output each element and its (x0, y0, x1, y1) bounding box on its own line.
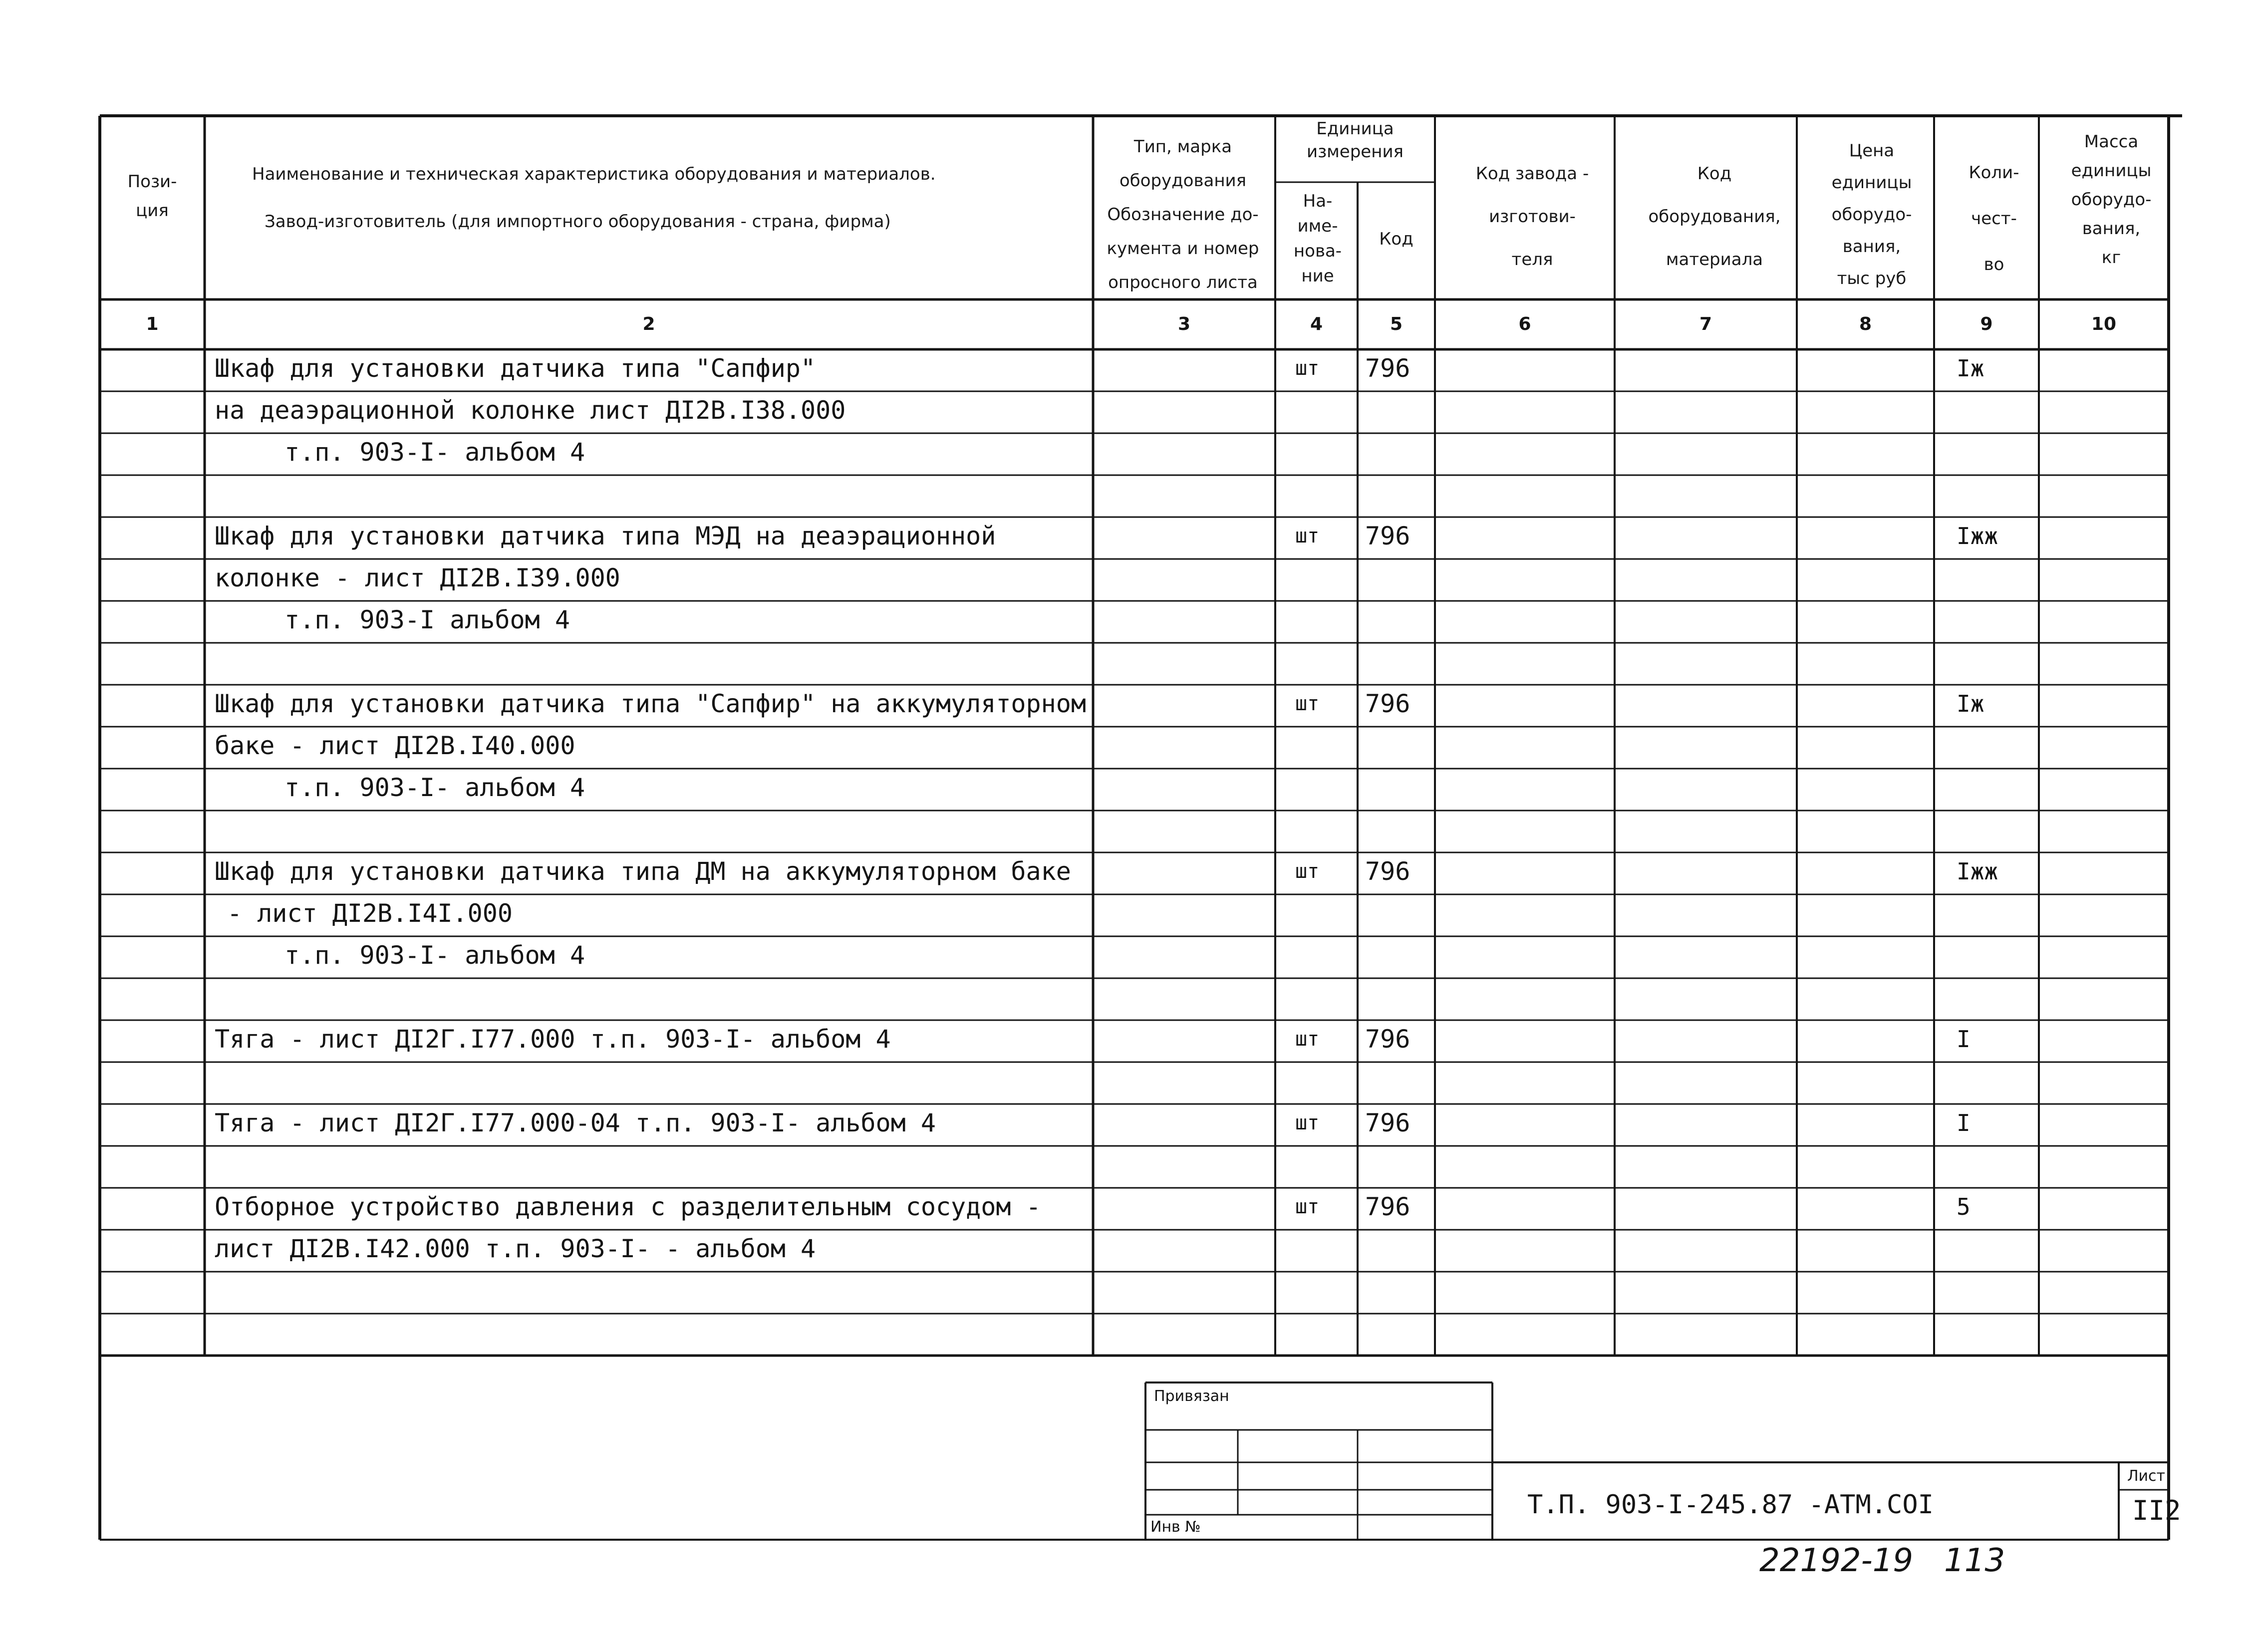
item-code: 796 (1365, 1108, 1410, 1137)
column-number-6: 6 (1518, 314, 1531, 334)
item-code: 796 (1365, 522, 1410, 551)
column-number-5: 5 (1390, 314, 1403, 334)
item-name: баке - лист ДI2В.I40.000 (215, 731, 575, 760)
column-number-1: 1 (146, 314, 159, 334)
item-unit: шт (1295, 1111, 1320, 1134)
header-equipment-code: Код оборудования, материала (1648, 164, 1781, 270)
item-unit: шт (1295, 692, 1320, 715)
page-stamp: 113 (1944, 1542, 2005, 1579)
header-quantity: Коли- чест- во (1969, 163, 2019, 275)
item-name: Тяга - лист ДI2Г.I77.000-04 т.п. 903-I- альбом 4 (215, 1108, 936, 1137)
item-code: 796 (1365, 857, 1410, 886)
sheet-number: II2 (2132, 1495, 2181, 1526)
item-unit: шт (1295, 1028, 1320, 1051)
header-name-line2: Завод-изготовитель (для импортного оборудования - страна, фирма) (265, 212, 891, 232)
column-number-7: 7 (1699, 314, 1712, 334)
column-number-4: 4 (1310, 314, 1323, 334)
column-number-2: 2 (642, 314, 655, 334)
column-number-10: 10 (2091, 314, 2117, 334)
item-quantity: Iжж (1957, 858, 1998, 885)
item-quantity: Iж (1957, 355, 1984, 382)
item-name: на деаэрационной колонке лист ДI2В.I38.000 (215, 396, 846, 425)
item-code: 796 (1365, 1192, 1410, 1221)
item-quantity: 5 (1957, 1193, 1970, 1220)
inv-label: Инв № (1150, 1518, 1201, 1536)
item-name: Шкаф для установки датчика типа "Сапфир" (215, 354, 816, 383)
item-name: т.п. 903-I альбом 4 (284, 605, 570, 634)
header-name-line1: Наименование и техническая характеристика оборудования и материалов. (252, 164, 936, 184)
item-quantity: I (1957, 1109, 1970, 1136)
item-name: т.п. 903-I- альбом 4 (284, 773, 585, 802)
item-name: колонке - лист ДI2В.I39.000 (215, 563, 620, 592)
column-number-9: 9 (1980, 314, 1993, 334)
item-unit: шт (1295, 1195, 1320, 1218)
header-mass: Масса единицы оборудо- вания, кг (2071, 132, 2152, 268)
item-code: 796 (1365, 354, 1410, 383)
item-unit: шт (1295, 525, 1320, 548)
header-unit-code: Код (1379, 229, 1413, 249)
item-name: Тяга - лист ДI2Г.I77.000 т.п. 903-I- альбом 4 (215, 1025, 891, 1054)
document-code: Т.П. 903-I-245.87 -АТМ.СОI (1527, 1490, 1934, 1520)
item-name: Отборное устройство давления с разделительным сосудом - (215, 1192, 1041, 1221)
item-code: 796 (1365, 1025, 1410, 1054)
archive-number: 22192-19 (1759, 1542, 1914, 1579)
item-name: т.п. 903-I- альбом 4 (284, 438, 585, 467)
header-factory-code: Код завода - изготови- теля (1475, 164, 1589, 270)
header-type: Тип, марка оборудования Обозначение до- кумента и номер опросного листа (1107, 137, 1259, 292)
item-name: Шкаф для установки датчика типа ДМ на аккумуляторном баке (215, 857, 1071, 886)
privyazan-label: Привязан (1154, 1387, 1229, 1405)
header-price: Цена единицы оборудо- вания, тыс руб (1831, 141, 1912, 288)
item-name: Шкаф для установки датчика типа МЭД на деаэрационной (215, 522, 996, 551)
item-name: Шкаф для установки датчика типа "Сапфир" на аккумуляторном (215, 689, 1086, 718)
item-code: 796 (1365, 689, 1410, 718)
item-name: лист ДI2В.I42.000 т.п. 903-I- - альбом 4 (215, 1234, 816, 1263)
column-number-8: 8 (1859, 314, 1872, 334)
item-quantity: I (1957, 1026, 1970, 1053)
item-name: - лист ДI2В.I4I.000 (227, 899, 513, 928)
sheet-label: Лист (2127, 1467, 2166, 1485)
column-number-3: 3 (1177, 314, 1191, 334)
item-quantity: Iжж (1957, 523, 1998, 550)
item-unit: шт (1295, 357, 1320, 380)
item-quantity: Iж (1957, 690, 1984, 717)
item-name: т.п. 903-I- альбом 4 (284, 941, 585, 970)
header-unit-group: Единица измерения (1306, 119, 1404, 162)
header-position: Пози- ция (127, 172, 177, 221)
header-unit-name: На- име- нова- ние (1293, 191, 1342, 286)
item-unit: шт (1295, 860, 1320, 883)
